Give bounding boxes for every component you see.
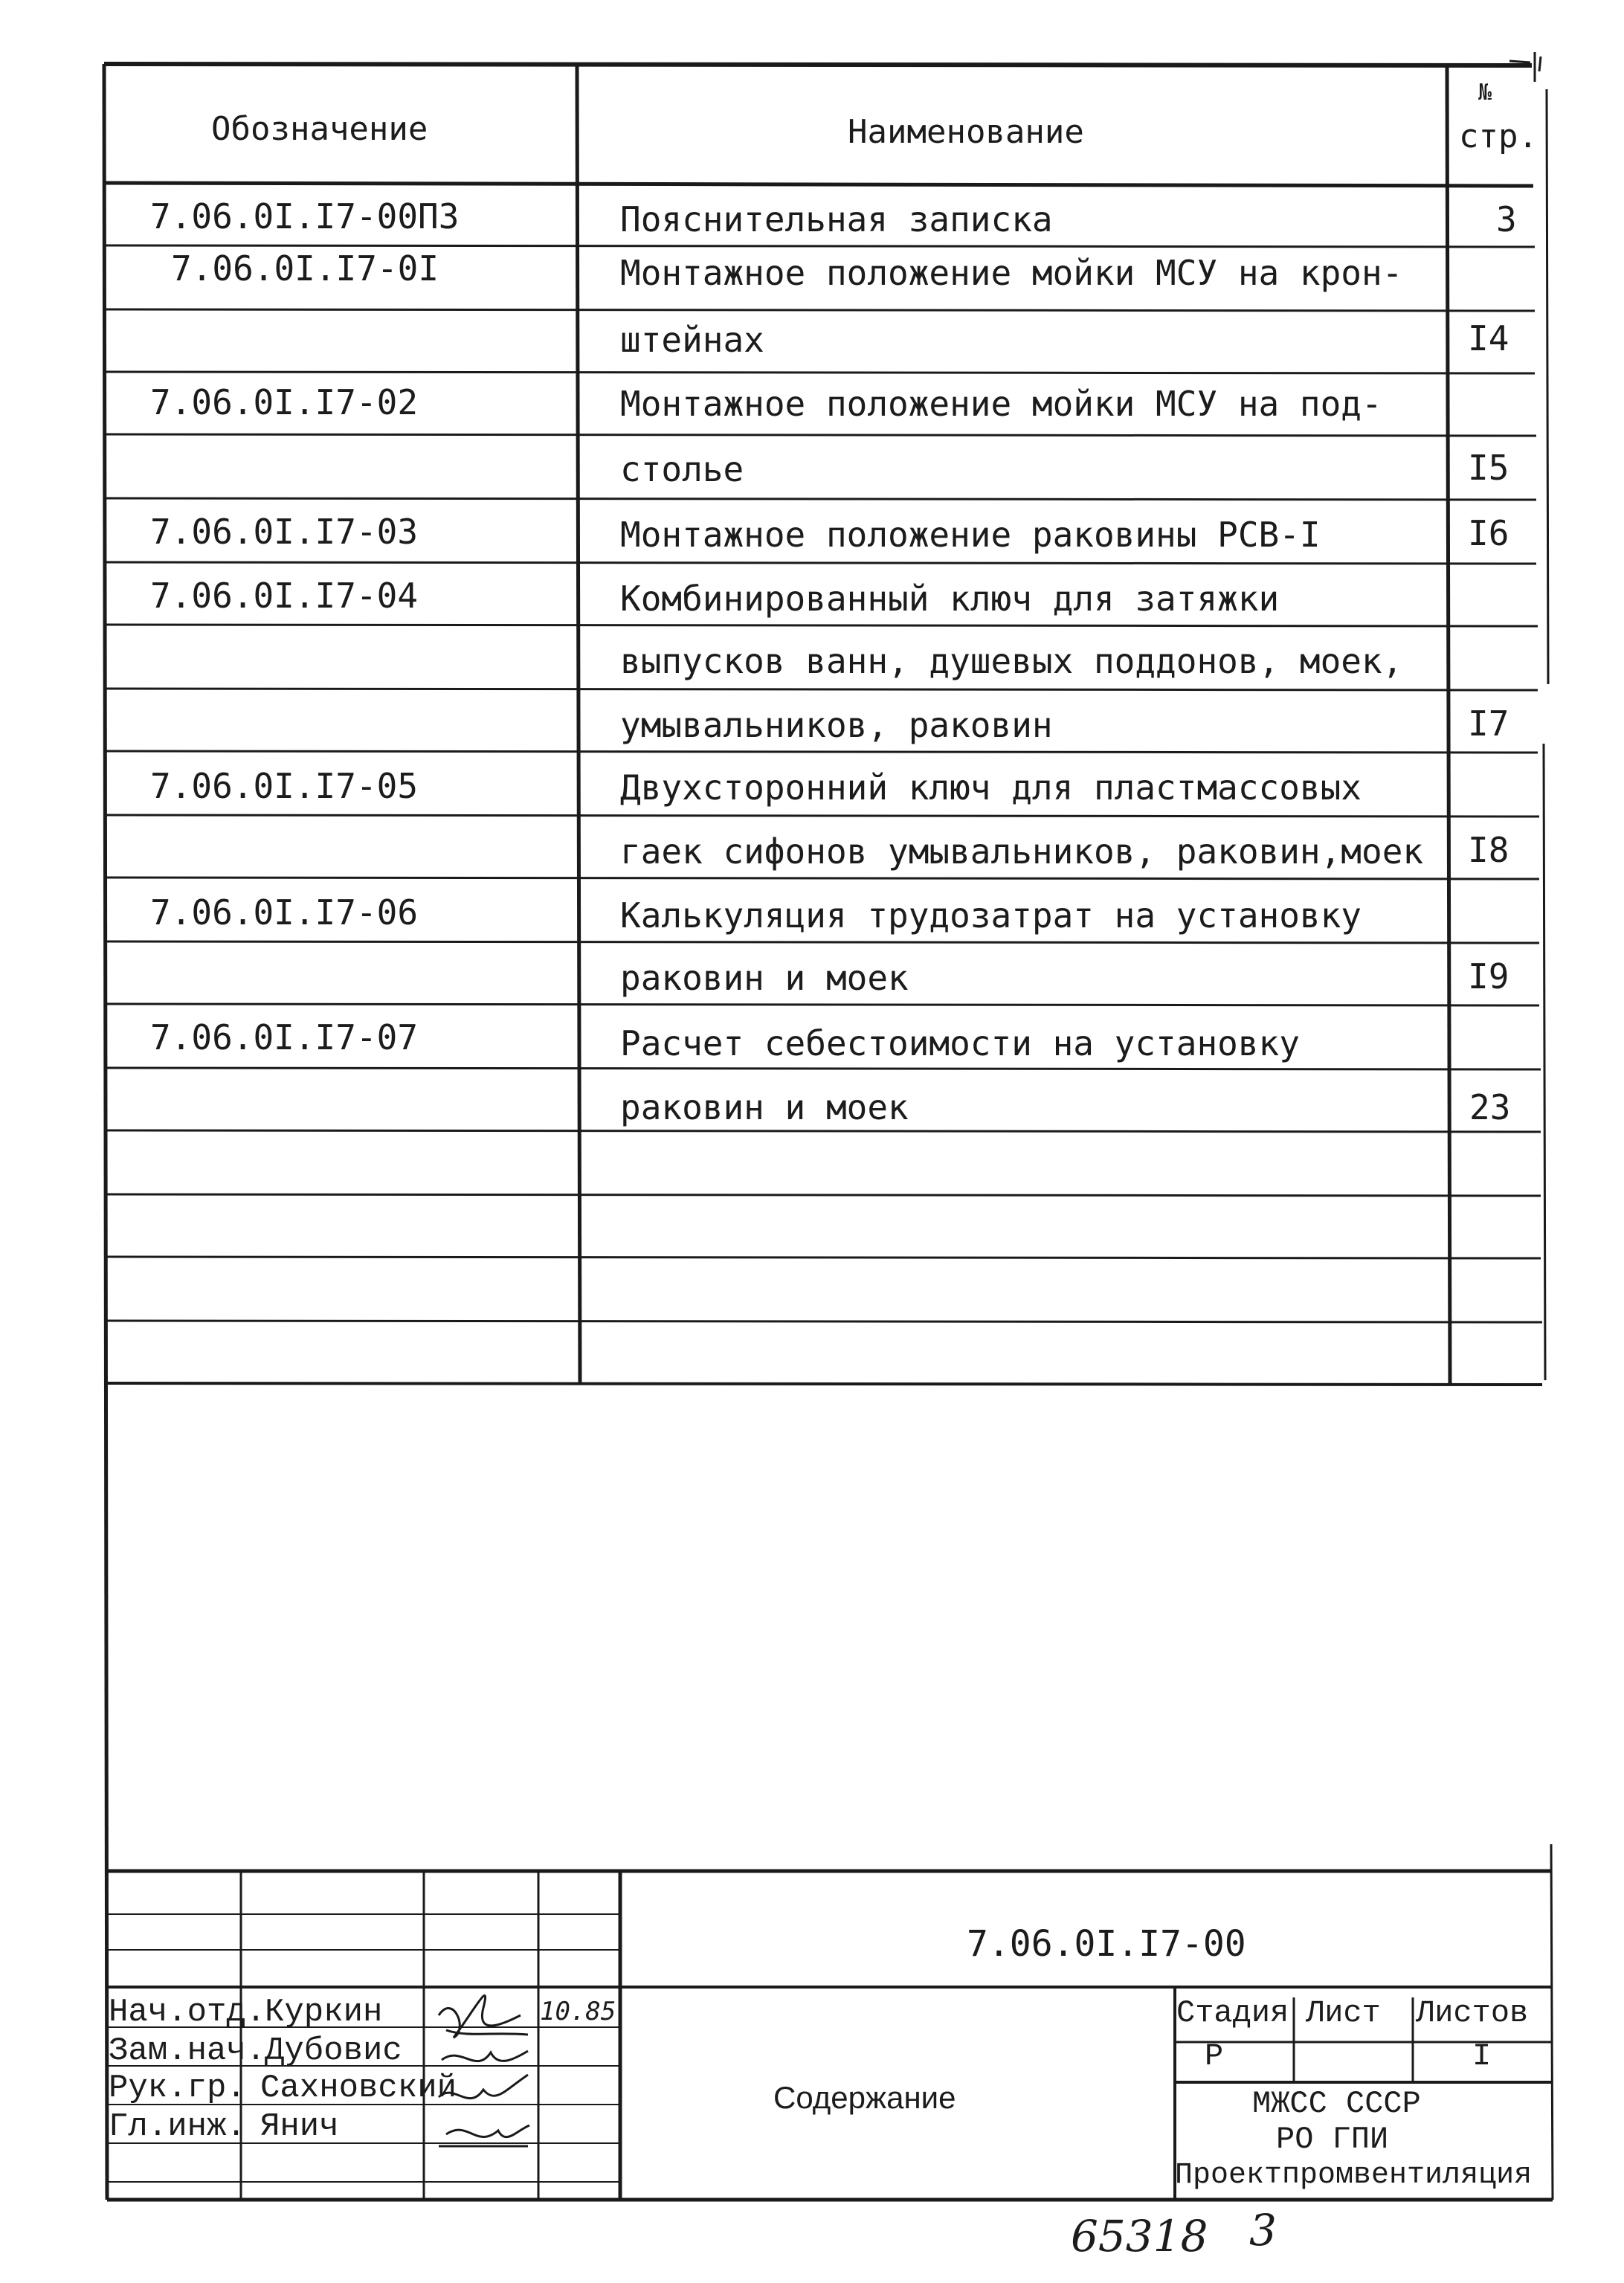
row-page: I5 — [1468, 448, 1509, 488]
row-name: Двухсторонний ключ для пластмассовых — [620, 767, 1362, 808]
row-name: умывальников, раковин — [620, 705, 1053, 745]
row-name: выпусков ванн, душевых поддонов, моек, — [620, 641, 1403, 681]
role-label: Нач.отд. — [109, 1994, 266, 2031]
row-code: 7.06.0I.I7-00ПЗ — [150, 196, 460, 236]
row-name: штейнах — [620, 320, 764, 360]
org-line1: МЖСС СССР — [1252, 2086, 1421, 2122]
role-person: Сахновский — [260, 2070, 457, 2107]
row-code: 7.06.0I.I7-02 — [150, 382, 419, 422]
row-name: раковин и моек — [620, 1087, 909, 1127]
row-code: 7.06.0I.I7-06 — [150, 892, 419, 933]
row-page: I7 — [1468, 703, 1509, 744]
stage-value: Р — [1205, 2038, 1224, 2074]
sheet-label: Лист — [1306, 1995, 1381, 2031]
row-name: Пояснительная записка — [620, 199, 1053, 239]
org-line3: Проектпромвентиляция — [1175, 2159, 1533, 2192]
role-label: Зам.нач. — [109, 2032, 266, 2070]
row-code: 7.06.0I.I7-05 — [150, 766, 419, 806]
approval-date: 10.85 — [540, 1997, 616, 2026]
role-person: Янич — [260, 2108, 339, 2145]
org-line2: РО ГПИ — [1276, 2122, 1389, 2157]
inventory-number: 65318 — [1071, 2211, 1208, 2261]
row-name: Калькуляция трудозатрат на установку — [620, 895, 1362, 936]
row-page: I6 — [1468, 513, 1509, 553]
row-page: I9 — [1468, 956, 1509, 996]
role-person: Дубовис — [265, 2032, 402, 2070]
sheets-label: Листов — [1416, 1995, 1529, 2031]
stage-label: Стадия — [1176, 1995, 1289, 2031]
header-name: Наименование — [848, 113, 1084, 151]
header-page: стр. — [1459, 117, 1538, 155]
row-code: 7.06.0I.I7-03 — [150, 512, 419, 552]
row-code: 7.06.0I.I7-07 — [150, 1017, 419, 1057]
sheets-value: I — [1472, 2038, 1492, 2074]
row-name: Монтажное положение мойки МСУ на крон- — [620, 253, 1403, 293]
role-person: Куркин — [265, 1994, 383, 2031]
role-label: Рук.гр. — [109, 2070, 246, 2107]
row-name: Монтажное положение мойки МСУ на под- — [620, 384, 1382, 424]
doc-title: Содержание — [773, 2080, 956, 2115]
signatures-image — [424, 1963, 535, 2164]
row-code: 7.06.0I.I7-0I — [171, 248, 439, 289]
doc-code: 7.06.0I.I7-00 — [967, 1923, 1246, 1965]
row-page: I8 — [1468, 830, 1509, 870]
row-name: Комбинированный ключ для затяжки — [620, 579, 1280, 619]
row-page: 23 — [1469, 1087, 1511, 1127]
row-page: 3 — [1496, 199, 1517, 239]
row-name: Монтажное положение раковины РСВ-I — [620, 515, 1321, 555]
row-name: столье — [620, 449, 744, 489]
row-page: I4 — [1468, 318, 1509, 358]
row-code: 7.06.0I.I7-04 — [150, 576, 419, 616]
row-name: раковин и моек — [620, 958, 909, 998]
page-number: 3 — [1249, 2205, 1277, 2255]
header-designation: Обозначение — [211, 110, 428, 148]
role-label: Гл.инж. — [109, 2108, 246, 2145]
row-name: гаек сифонов умывальников, раковин,моек — [620, 831, 1424, 872]
header-page-mark: № — [1478, 80, 1492, 106]
row-name: Расчет себестоимости на установку — [620, 1023, 1300, 1063]
